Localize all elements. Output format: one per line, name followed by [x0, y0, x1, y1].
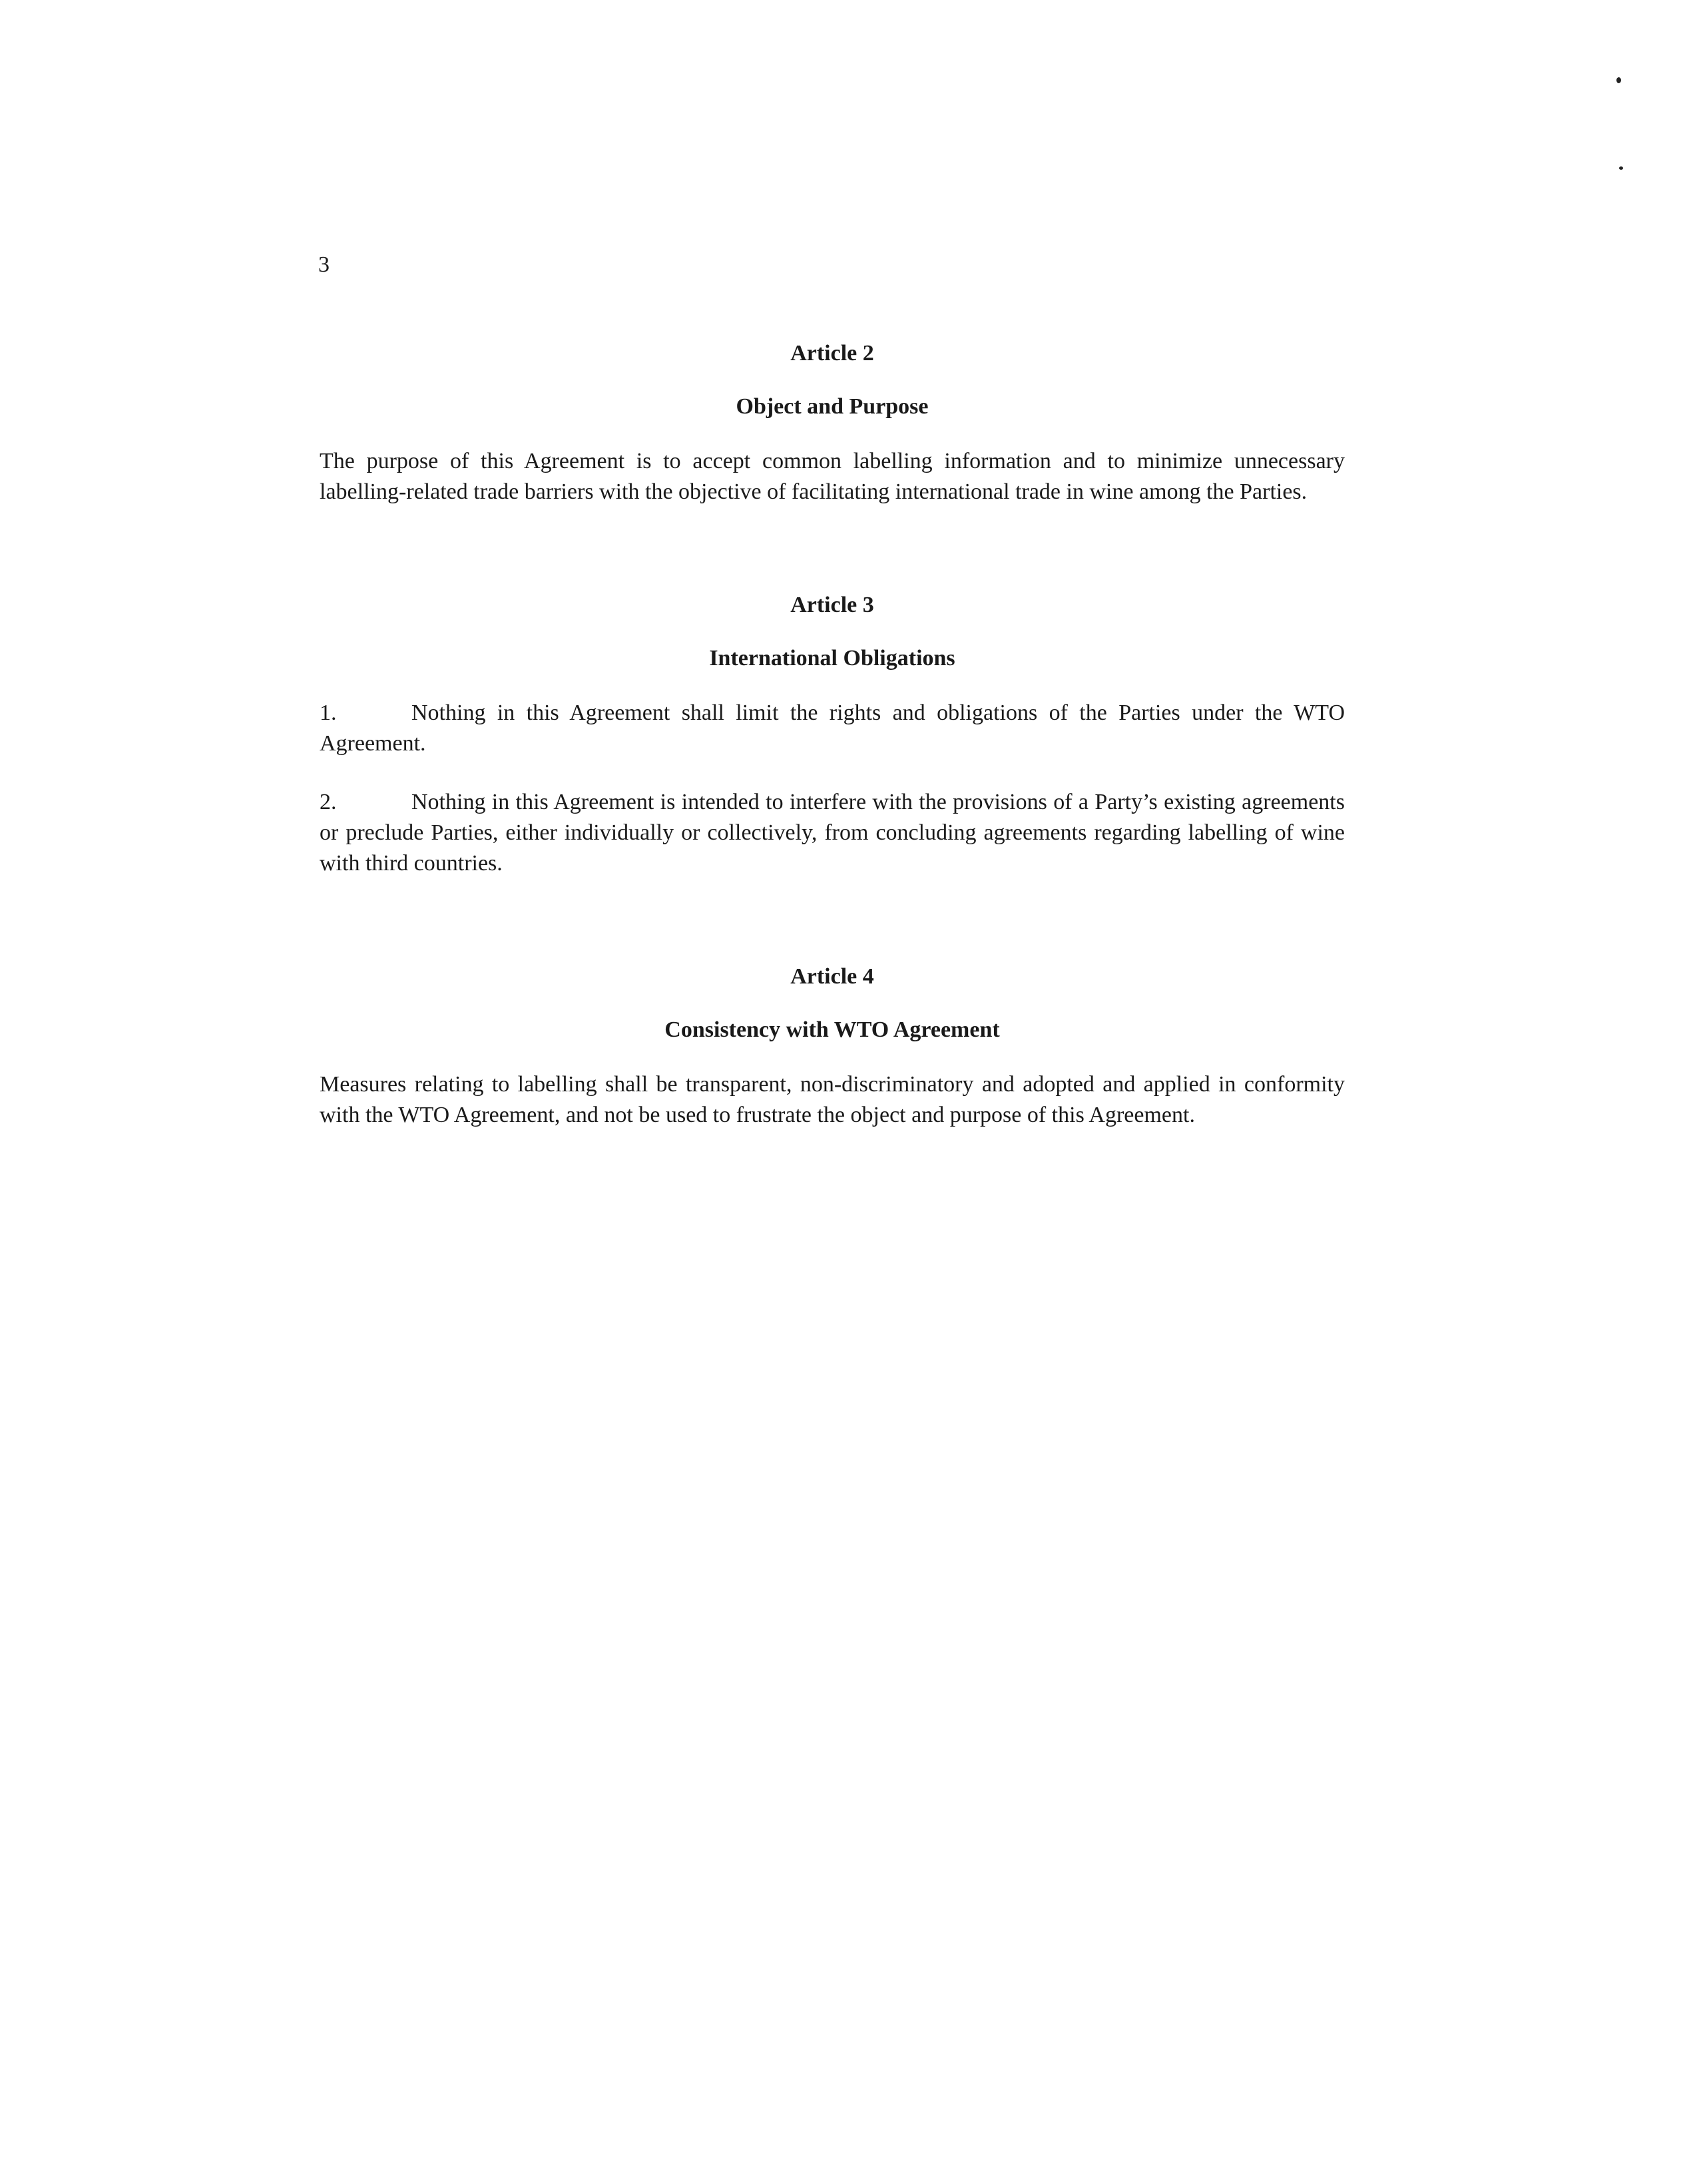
paragraph-text: Nothing in this Agreement is intended to interfere with the provisions of a Party’s existing agreements or preclude Parties, either individually or collectively, from concluding agreements regarding labelling of wine with third countries.: [320, 790, 1345, 876]
article-paragraph: The purpose of this Agreement is to accept common labelling information and to minimize unnecessary labelling-related trade barriers with the objective of facilitating international trade in wine among the Parties.: [320, 449, 1345, 504]
paragraph-text: Nothing in this Agreement shall limit the rights and obligations of the Parties under the WTO Agreement.: [320, 700, 1345, 756]
scan-speck: [1616, 77, 1621, 83]
paragraph-number: 2.: [320, 790, 337, 814]
article-title: Article 3: [790, 593, 874, 617]
numbered-paragraph: [320, 698, 1345, 759]
scan-speck: [1619, 166, 1623, 170]
article-paragraph: Measures relating to labelling shall be transparent, non-discriminatory and adopted and applied in conformity with the WTO Agreement, and not be used to frustrate the object and purpose of this Agreement.: [320, 1072, 1345, 1127]
page-number: 3: [318, 252, 330, 277]
article-title: Article 4: [790, 964, 874, 989]
article-subtitle: International Obligations: [709, 646, 955, 671]
article-subtitle: Object and Purpose: [736, 394, 929, 419]
article-2: [320, 340, 1345, 507]
numbered-paragraph: [320, 787, 1345, 879]
paragraph-number: 1.: [320, 700, 337, 725]
article-4: [320, 963, 1345, 1131]
article-3: [320, 591, 1345, 879]
article-subtitle: Consistency with WTO Agreement: [664, 1017, 1000, 1042]
document-body: [320, 340, 1345, 1131]
article-title: Article 2: [790, 341, 874, 366]
